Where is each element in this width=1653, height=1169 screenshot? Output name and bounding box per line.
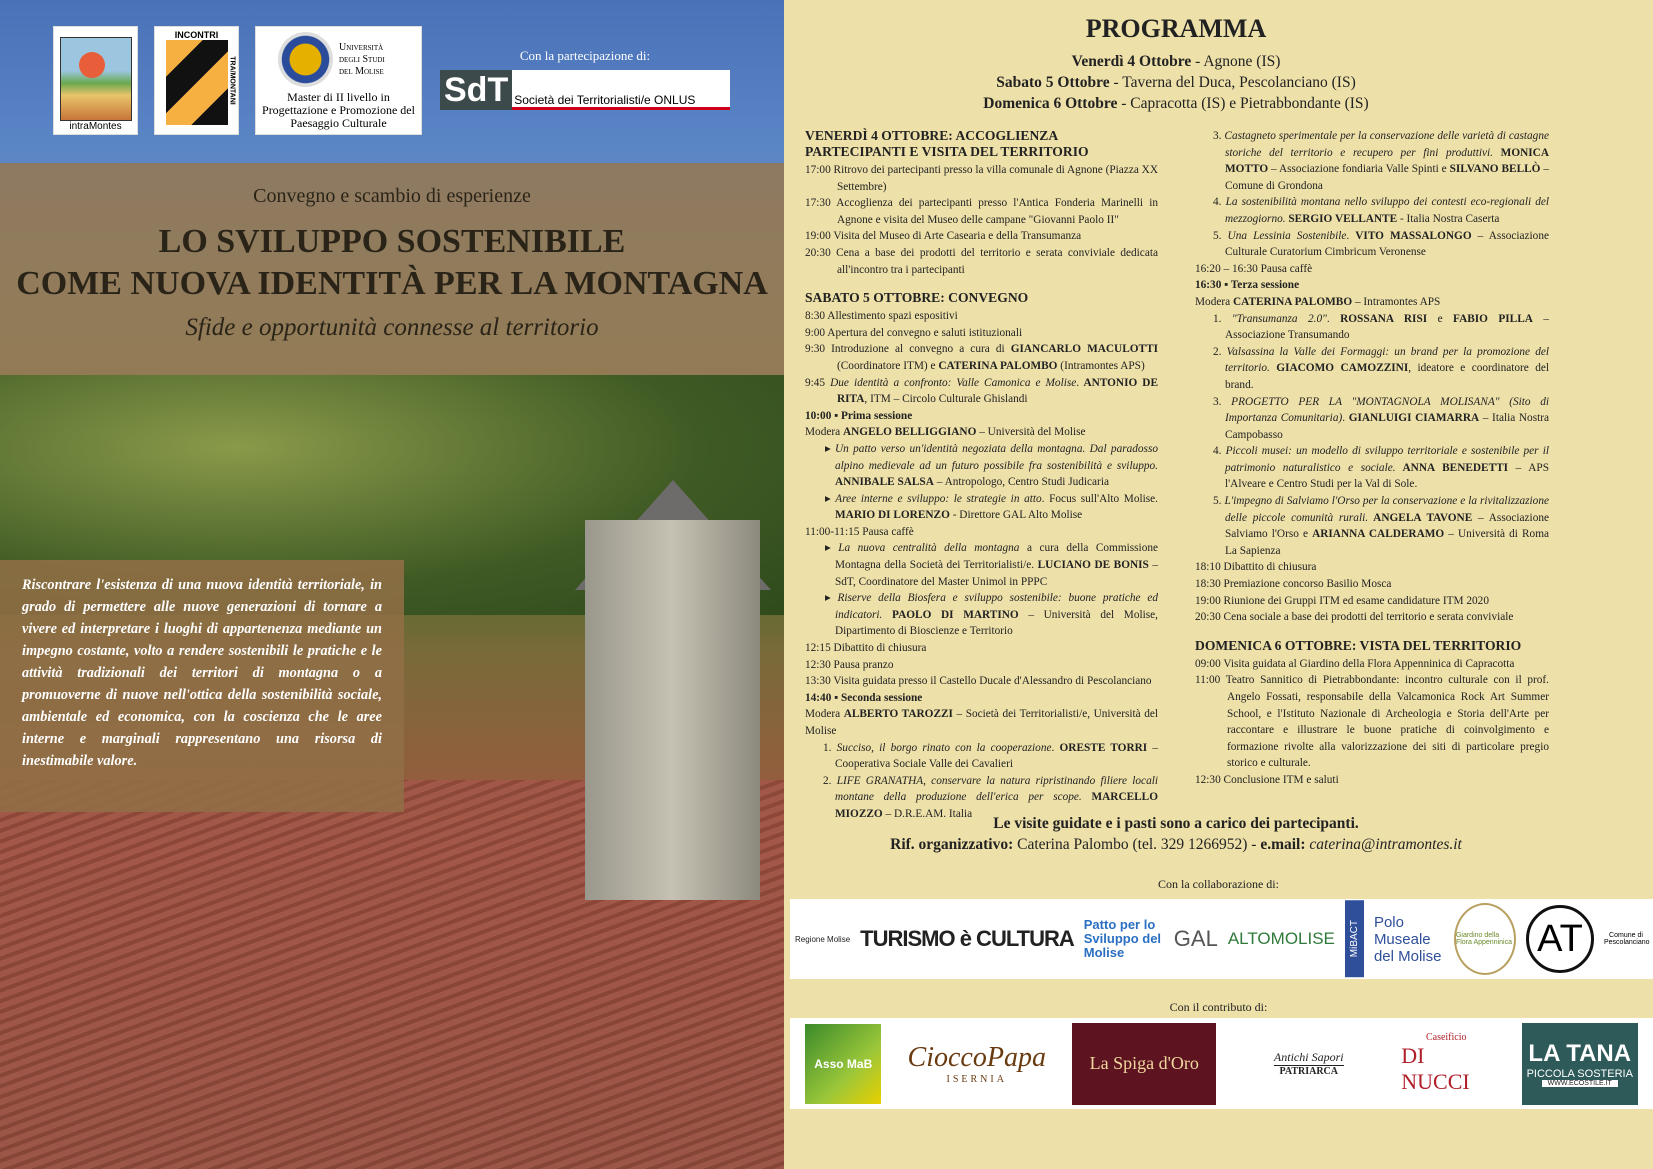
program-item xyxy=(1195,194,1549,227)
tramontani-label: TRA/MONTANI xyxy=(228,56,236,105)
program-item xyxy=(805,195,1158,228)
program-item xyxy=(805,657,1158,674)
item-text: 16:30 ▪ Terza sessione xyxy=(1195,279,1300,292)
speaker-name: SILVANO BELLÒ xyxy=(1449,163,1541,176)
event-title-line-2: COME NUOVA IDENTITÀ PER LA MONTAGNA xyxy=(16,265,768,302)
programma-title: PROGRAMMA xyxy=(1085,14,1267,43)
item-text: – Università di Roma La Sapienza xyxy=(1225,528,1550,557)
speaker-name: MONICA MOTTO xyxy=(1225,146,1549,176)
item-text: ▸ xyxy=(825,492,836,505)
item-text: 1. xyxy=(1213,312,1232,325)
item-text: . xyxy=(1342,412,1349,425)
item-text: – Associazione Transumando xyxy=(1225,312,1549,342)
item-text: 11:00-11:15 Pausa caffè xyxy=(805,525,914,538)
item-text: – Comune di Grondona xyxy=(1225,163,1549,192)
item-text: 20:30 Cena sociale a base dei prodotti del territorio e serata conviviale xyxy=(1195,611,1514,624)
program-item xyxy=(1195,344,1549,394)
section-heading: DOMENICA 6 OTTOBRE: VISTA DEL TERRITORIO xyxy=(1195,637,1522,653)
speaker-name: CATERINA PALOMBO xyxy=(1232,295,1353,308)
sdt-mark: SdT xyxy=(440,70,512,110)
program-item xyxy=(1195,128,1549,194)
program-item xyxy=(1195,493,1549,559)
patriarca-logo xyxy=(1247,1024,1371,1104)
talk-title: L'impegno di Salviamo l'Orso per la conservazione e la rivitalizzazione delle piccole comunità rurali. xyxy=(1224,495,1549,524)
speaker-name: ROSSANA RISI xyxy=(1340,312,1428,325)
cioccopapa-logo xyxy=(907,1024,1046,1104)
speaker-name: FABIO PILLA xyxy=(1453,312,1533,325)
item-text: 13:30 Visita guidata presso il Castello Ducale d'Alessandro di Pescolanciano xyxy=(805,675,1152,688)
session-heading xyxy=(805,408,1158,425)
item-text: – D.R.E.AM. Italia xyxy=(882,807,973,820)
item-text: 10:00 ▪ Prima sessione xyxy=(805,409,913,422)
item-text: 8:30 Allestimento spazi espositivi xyxy=(805,310,958,323)
program-item xyxy=(1195,656,1549,673)
unimol-name: Università degli Studi del Molise xyxy=(339,41,385,77)
program-item xyxy=(805,740,1158,773)
item-text: . xyxy=(1076,376,1080,389)
item-text: 20:30 Cena a base dei prodotti del territorio e serata conviviale dedicata all'incontro tra i partecipanti xyxy=(805,246,1158,276)
collab-logo-4: GAL xyxy=(1173,926,1218,951)
item-text: , ideatore e coordinatore del brand. xyxy=(1225,362,1550,391)
item-text: 19:00 Riunione dei Gruppi ITM ed esame candidature ITM 2020 xyxy=(1195,594,1489,607)
title-band xyxy=(0,163,784,375)
program-item xyxy=(805,706,1158,739)
contrib-text: La Spiga d'Oro xyxy=(1089,1053,1199,1073)
item-text: . xyxy=(1346,229,1356,242)
programma-date-row xyxy=(784,51,1568,72)
ref-label: Rif. organizzativo: xyxy=(890,836,1014,853)
speaker-name: ANGELO BELLIGGIANO xyxy=(842,426,977,439)
program-item xyxy=(805,341,1158,374)
bell-tower-photo xyxy=(585,520,760,900)
section-heading: VENERDÌ 4 OTTOBRE: ACCOGLIENZA PARTECIPANTI E VISITA DEL TERRITORIO xyxy=(805,128,1089,159)
assomab-logo xyxy=(805,1024,881,1104)
collab-logo-6: MiBACT xyxy=(1345,900,1364,977)
item-text: - Italia Nostra Caserta xyxy=(1397,212,1500,225)
program-column-right xyxy=(1195,128,1549,789)
talk-title: PROGETTO PER LA "MONTAGNOLA MOLISANA" (Sito di Importanza Comunitaria) xyxy=(1225,395,1550,425)
email-label: e.mail: xyxy=(1260,836,1306,853)
talk-title: Una Lessinia Sostenibile xyxy=(1227,229,1347,242)
contrib-text: DI NUCCI xyxy=(1401,1043,1470,1094)
contrib-text: PICCOLA SOSTERIA xyxy=(1526,1068,1633,1080)
master-label: Master di II livello in Progettazione e Promozione del Paesaggio Culturale xyxy=(262,90,415,130)
item-text: 4. xyxy=(1213,196,1226,209)
item-text: 12:30 Pausa pranzo xyxy=(805,658,894,671)
ref-value: Caterina Palombo (tel. 329 1266952) - xyxy=(1013,836,1261,853)
item-text: 9:45 xyxy=(805,376,831,389)
email-link[interactable]: caterina@intramontes.it xyxy=(1305,836,1462,853)
programma-dates xyxy=(784,51,1568,114)
program-item xyxy=(1195,609,1549,626)
collab-label: Con la collaborazione di: xyxy=(1158,877,1279,891)
talk-title: LIFE GRANATHA, conservare la natura ripristinando filiere locali montane della produzione dell'erica per scope. xyxy=(835,774,1158,804)
intro-quote: Riscontrare l'esistenza di una nuova identità territoriale, in grado di permettere alle nuove generazioni di tornare a vivere ed interpretare i luoghi di appartenenza mediante un impegno costante, volto a rendere sostenibili le pratiche e le attività tradizionali dei territori di montagna o a promuoverne di nuove nell'ottica della sostenibilità sociale, ambientale ed economica, con la coscienza che le aree interne e marginali rappresentano una risorsa di inestimabile valore. xyxy=(0,560,404,812)
talk-title: Valsassina la Valle dei Formaggi: un brand per la promozione del territorio. xyxy=(1225,345,1550,375)
item-text: 2. xyxy=(1213,345,1227,358)
item-text: – Associazione Salviamo l'Orso e xyxy=(1225,511,1550,541)
item-text: e xyxy=(1427,312,1454,325)
item-text: 18:10 Dibattito di chiusura xyxy=(1195,561,1317,574)
program-item xyxy=(805,441,1158,491)
item-text: 12:15 Dibattito di chiusura xyxy=(805,642,927,655)
participation-label: Con la partecipazione di: xyxy=(519,48,651,63)
item-text: 12:30 Conclusione ITM e saluti xyxy=(1195,773,1339,786)
program-item xyxy=(1195,228,1549,261)
speaker-name: ALBERTO TAROZZI xyxy=(843,708,953,721)
speaker-name: GIANCARLO MACULOTTI xyxy=(1010,343,1159,356)
contrib-text: ISERNIA xyxy=(946,1074,1007,1085)
program-item xyxy=(1195,559,1549,576)
contrib-logos xyxy=(790,1018,1653,1109)
item-text: 2. xyxy=(823,774,837,787)
program-item xyxy=(1195,672,1549,772)
program-item xyxy=(805,245,1158,278)
talk-title: La nuova centralità della montagna xyxy=(838,542,1020,555)
session-heading xyxy=(805,690,1158,707)
speaker-name: GIANLUIGI CIAMARRA xyxy=(1348,412,1480,425)
talk-title: Succiso, il borgo rinato con la cooperazione xyxy=(836,741,1052,754)
item-text: 1. xyxy=(823,741,837,754)
talk-title: Piccoli musei: un modello di sviluppo territoriale e sostenibile per il patrimonio naturalistico e sociale. xyxy=(1225,445,1549,474)
program-item xyxy=(805,640,1158,657)
item-text: 3. xyxy=(1213,130,1225,142)
speaker-name: VITO MASSALONGO xyxy=(1355,229,1472,242)
program-item xyxy=(805,524,1158,541)
sdt-logo xyxy=(440,70,730,110)
date-place: - Taverna del Duca, Pescolanciano (IS) xyxy=(1109,74,1356,91)
item-text: ▸ xyxy=(825,442,836,455)
intramontes-label: intraMontes xyxy=(69,121,122,132)
collab-logo-2: TURISMO è CULTURA xyxy=(860,926,1074,951)
contrib-text: WWW.ECOSTILE.IT xyxy=(1542,1080,1618,1087)
item-text: . Focus sull'Alto Molise. xyxy=(1041,492,1159,505)
speaker-name: LUCIANO DE BONIS xyxy=(1037,559,1149,572)
item-text: 4. xyxy=(1213,445,1226,458)
speaker-name: ANGELA TAVONE xyxy=(1368,511,1473,524)
item-text: – SdT, Coordinatore del Master Unimol in PPPC xyxy=(835,559,1158,588)
collab-logo-5: ALTOMOLISE xyxy=(1227,929,1335,948)
talk-title: Due identità a confronto: Valle Camonica e Molise xyxy=(830,376,1077,389)
dinucci-logo xyxy=(1401,1024,1491,1104)
program-item xyxy=(805,228,1158,245)
collab-logo-7: Polo Museale del Molise xyxy=(1373,913,1442,965)
item-text: 3. xyxy=(1213,395,1232,408)
contrib-text: Asso MaB xyxy=(814,1056,873,1071)
collab-logo-8: Giardino della Flora Appenninica xyxy=(1454,903,1516,975)
talk-title: "Transumanza 2.0" xyxy=(1231,312,1327,325)
item-text: Modera xyxy=(1195,295,1233,308)
unimol-logo xyxy=(255,26,422,135)
speaker-name: MARIO DI LORENZO xyxy=(835,509,950,522)
item-text: Modera xyxy=(805,426,843,439)
item-text: – Intramontes APS xyxy=(1352,295,1441,308)
event-kicker: Convegno e scambio di esperienze xyxy=(253,185,531,207)
item-text: . xyxy=(1326,312,1341,325)
poster-left-panel xyxy=(0,0,784,1169)
program-item xyxy=(1195,261,1549,278)
intramontes-logo xyxy=(53,26,138,135)
programma-date-row xyxy=(784,72,1568,93)
section-heading: SABATO 5 OTTOBRE: CONVEGNO xyxy=(805,290,1029,306)
item-text: – Associazione Culturale Curatorium Cimbricum Veronense xyxy=(1225,229,1549,259)
incontri-label: INCONTRI xyxy=(174,30,219,40)
item-text: – Cooperativa Sociale Valle dei Cavalieri xyxy=(835,741,1158,771)
date-day: Sabato 5 Ottobre xyxy=(996,74,1110,91)
contrib-text: Caseificio xyxy=(1425,1032,1467,1043)
item-text: 09:00 Visita guidata al Giardino della Flora Appenninica di Capracotta xyxy=(1195,657,1515,670)
program-item xyxy=(805,375,1158,408)
program-item xyxy=(805,673,1158,690)
program-item xyxy=(1195,593,1549,610)
program-item xyxy=(1195,311,1549,344)
speaker-name: PAOLO DI MARTINO xyxy=(882,608,1019,621)
program-column-left xyxy=(805,128,1158,823)
item-text: 17:00 Ritrovo dei partecipanti presso la villa comunale di Agnone (Piazza XX Settembre) xyxy=(805,164,1158,193)
item-text: 19:00 Visita del Museo di Arte Casearia e della Transumanza xyxy=(805,230,1082,243)
program-item xyxy=(805,308,1158,325)
program-item xyxy=(1195,443,1549,493)
program-item xyxy=(1195,294,1549,311)
date-place: - Agnone (IS) xyxy=(1191,53,1281,70)
contrib-text: LA TANA xyxy=(1528,1040,1632,1067)
item-text: 9:30 Introduzione al convegno a cura di xyxy=(805,343,1011,356)
program-item xyxy=(805,424,1158,441)
item-text: 16:20 – 16:30 Pausa caffè xyxy=(1195,262,1313,275)
collab-logo-3: Patto per lo Sviluppo del Molise xyxy=(1083,917,1162,960)
item-text: – Società dei Territorialisti/e, Università del Molise xyxy=(805,708,1159,737)
speaker-name: ANTONIO DE RITA xyxy=(837,376,1158,406)
collab-logo-9: AT xyxy=(1526,905,1594,973)
item-text: a cura della Commissione Montagna della Società dei Territorialisti/e. xyxy=(835,542,1159,572)
item-text: 17:30 Accoglienza dei partecipanti presso l'Antica Fonderia Marinelli in Agnone e visita del Museo delle campane "Giovanni Paolo II" xyxy=(805,197,1158,226)
item-text: – Italia Nostra Campobasso xyxy=(1225,412,1550,441)
item-text: 5. xyxy=(1213,495,1225,508)
item-text: ▸ xyxy=(825,592,838,605)
speaker-name: SERGIO VELLANTE xyxy=(1285,212,1398,225)
date-place: - Capracotta (IS) e Pietrabbondante (IS) xyxy=(1117,95,1369,112)
talk-title: Castagneto sperimentale per la conservazione delle varietà di castagne storiche del territorio e recupero per fini produttivi. xyxy=(1224,130,1549,159)
item-text: 9:00 Apertura del convegno e saluti istituzionali xyxy=(805,326,1023,339)
costs-note: Le visite guidate e i pasti sono a carico dei partecipanti. xyxy=(993,815,1359,832)
item-text: – Università del Molise xyxy=(976,426,1086,439)
spiga-doro-logo xyxy=(1072,1023,1216,1105)
footer-note xyxy=(784,813,1568,855)
program-item xyxy=(1195,576,1549,593)
item-text: – APS l'Alveare e Centro Studi per la Val di Sole. xyxy=(1225,461,1549,491)
speaker-name: ARIANNA CALDERAMO xyxy=(1312,528,1445,541)
event-title-line-1: LO SVILUPPO SOSTENIBILE xyxy=(158,223,626,260)
speaker-name: MARCELLO MIOZZO xyxy=(835,791,1158,820)
la-tana-logo xyxy=(1522,1023,1638,1105)
date-day: Domenica 6 Ottobre xyxy=(983,95,1118,112)
incontri-tramontani-logo xyxy=(154,26,239,135)
talk-title: Un patto verso un'identità negoziata della montagna. Dal paradosso alpino medievale ad un futuro possibile fra sostenibilità e sviluppo. xyxy=(835,442,1159,472)
item-text: , ITM – Circolo Culturale Ghislandi xyxy=(864,393,1028,406)
item-text: Modera xyxy=(805,708,844,721)
program-item xyxy=(1195,394,1549,444)
speaker-name: ANNA BENEDETTI xyxy=(1395,461,1509,474)
item-text: 11:00 Teatro Sannitico di Pietrabbondante: incontro culturale con il prof. Angelo Fossati, responsabile della Valcamonica Rock Art Summer School, e l'Istituto Nazionale di Archeologia e Storia dell'Arte per raccontare e illustrare le buone pratiche di coinvolgimento e formazione rivolte alla valorizzazione dei siti di particolare pregio storico e culturale. xyxy=(1195,674,1549,770)
program-item xyxy=(1195,772,1549,789)
collab-logo-10: Comune di Pescolanciano xyxy=(1603,932,1650,946)
item-text: (Coordinatore ITM) e xyxy=(837,359,939,372)
speaker-name: ANNIBALE SALSA xyxy=(835,476,934,489)
item-text: – Antropologo, Centro Studi Judicaria xyxy=(933,476,1109,489)
programma-date-row xyxy=(784,93,1568,114)
collab-logos xyxy=(790,899,1653,979)
item-text: 5. xyxy=(1213,229,1228,242)
speaker-name: GIACOMO CAMOZZINI xyxy=(1269,362,1409,375)
item-text: 18:30 Premiazione concorso Basilio Mosca xyxy=(1195,578,1392,591)
item-text: ▸ xyxy=(825,542,839,555)
event-tagline: Sfide e opportunità connesse al territorio xyxy=(185,314,599,341)
program-item xyxy=(805,162,1158,195)
date-day: Venerdì 4 Ottobre xyxy=(1071,53,1192,70)
item-text: - Direttore GAL Alto Molise xyxy=(949,509,1083,522)
collab-logo-1: Regione Molise xyxy=(795,934,851,944)
talk-title: Aree interne e sviluppo: le strategie in atto xyxy=(835,492,1042,505)
item-text: – Università del Molise, Dipartimento di Bioscienze e Territorio xyxy=(835,608,1158,638)
program-item xyxy=(805,540,1158,590)
program-item xyxy=(805,590,1158,640)
item-text: (Intramontes APS) xyxy=(1057,359,1145,372)
program-item xyxy=(805,325,1158,342)
sdt-name: Società dei Territorialisti/e ONLUS xyxy=(512,93,730,110)
item-text: . xyxy=(1051,741,1060,754)
session-heading xyxy=(1195,277,1549,294)
program-item xyxy=(805,491,1158,524)
talk-title: La sostenibilità montana nello sviluppo dei contesti eco-regionali del mezzogiorno. xyxy=(1225,196,1549,225)
contrib-text: CioccoPapa xyxy=(907,1042,1046,1073)
item-text: – Associazione fondiaria Valle Spinti e xyxy=(1268,163,1450,176)
contrib-text: PATRIARCA xyxy=(1279,1066,1338,1077)
speaker-name: ORESTE TORRI xyxy=(1059,741,1148,754)
contrib-text: Antichi Sapori xyxy=(1273,1050,1344,1064)
contrib-label: Con il contributo di: xyxy=(1169,1000,1268,1014)
speaker-name: CATERINA PALOMBO xyxy=(938,359,1058,372)
item-text: 14:40 ▪ Seconda sessione xyxy=(805,691,923,704)
talk-title: Riserve della Biosfera e sviluppo sostenibile: buone pratiche ed indicatori. xyxy=(835,592,1158,621)
